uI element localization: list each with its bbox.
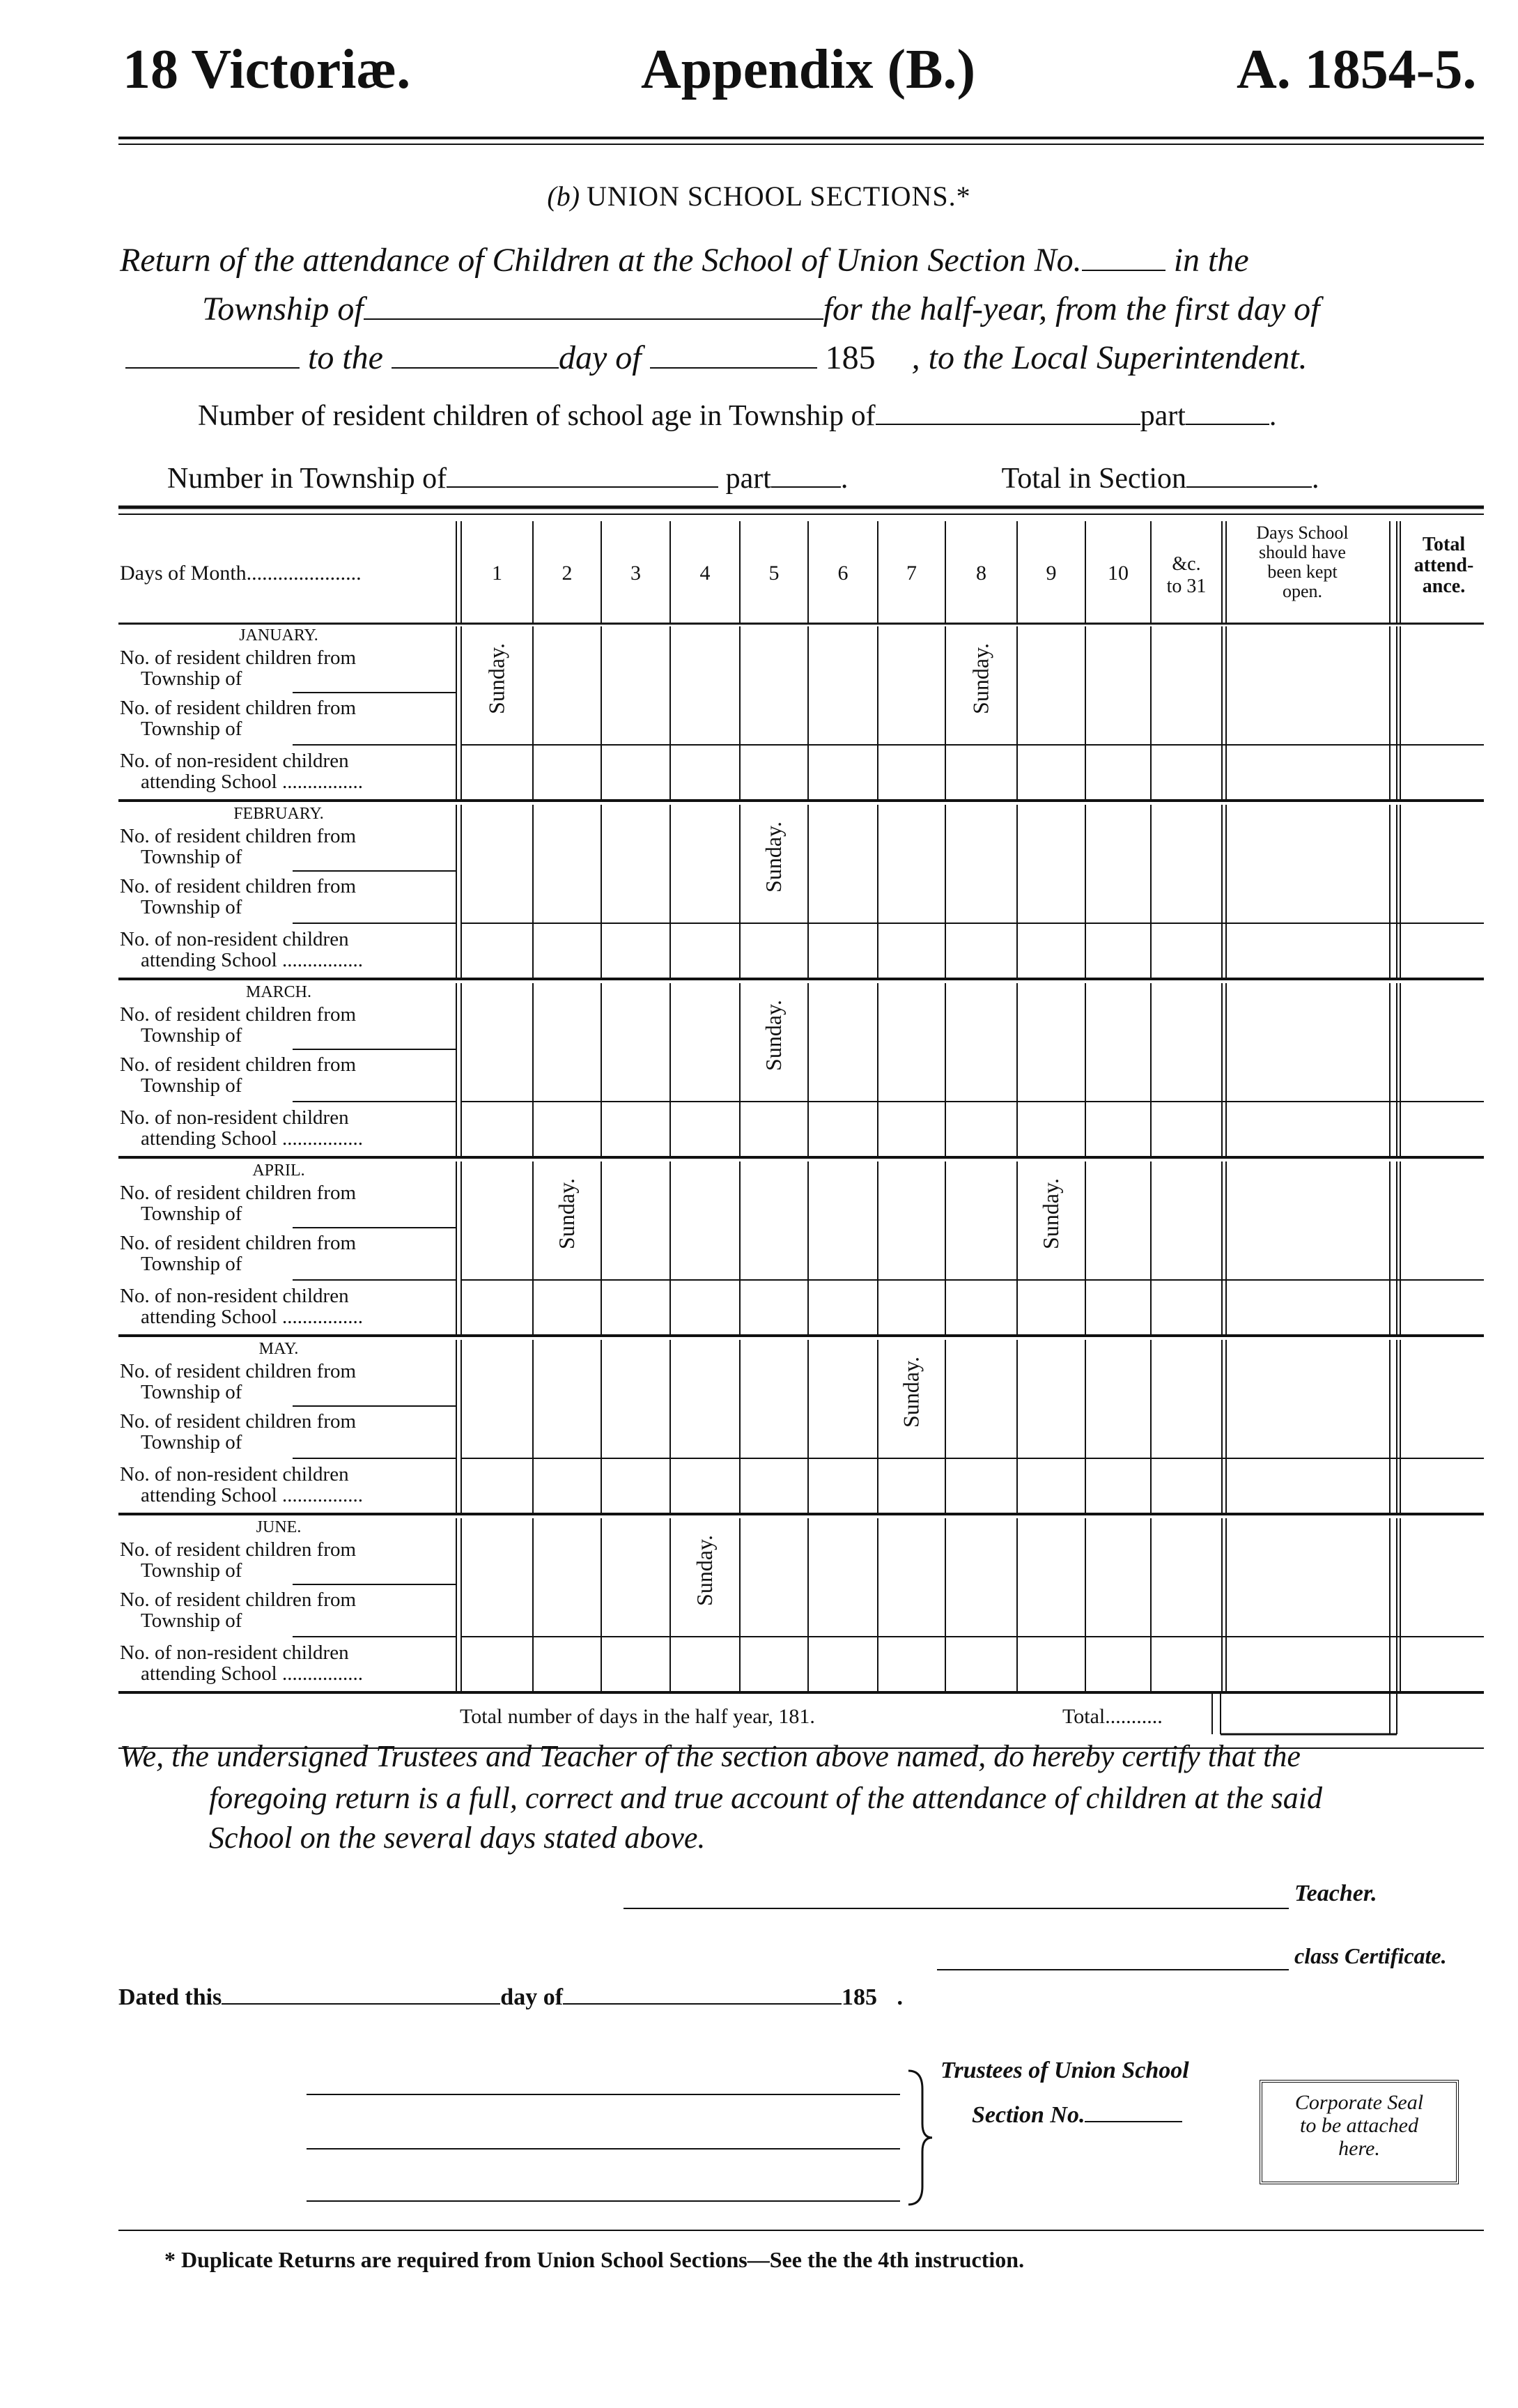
- day-column-etc: &c.: [1172, 553, 1201, 575]
- sunday-label: Sunday.: [761, 1000, 786, 1071]
- row-label-sub: attending School ................: [141, 1127, 363, 1150]
- row-label: No. of resident children from: [120, 1003, 357, 1026]
- dated-end: .: [897, 1984, 904, 2010]
- total-attendance-header: attend-: [1414, 555, 1474, 576]
- row-label-sub: Township of: [141, 1431, 242, 1453]
- row-label-sub: attending School ................: [141, 1306, 363, 1328]
- row-label: No. of resident children from: [120, 875, 357, 897]
- trustee-signature-1[interactable]: [307, 2094, 900, 2095]
- sunday-label: Sunday.: [968, 643, 993, 714]
- day-column-4: 4: [699, 562, 711, 585]
- day-column-5: 5: [768, 562, 780, 585]
- return-line-3-d: , to the Local Superintendent.: [911, 339, 1308, 376]
- month-label-MARCH.: MARCH.: [245, 983, 312, 1001]
- certify-line-1: We, the undersigned Trustees and Teacher of the section above named, do hereby certify that the: [120, 1739, 1301, 1773]
- total-in-section-end: .: [1312, 463, 1319, 495]
- table-text: [120, 523, 1473, 1728]
- total-in-section: Total in Section: [1001, 463, 1186, 495]
- header-left: 18 Victoriæ.: [123, 39, 411, 100]
- township-line-text: Number in Township of: [167, 463, 447, 495]
- row-label: No. of resident children from: [120, 697, 357, 719]
- certify-line-2: foregoing return is a full, correct and true account of the attendance of children at the said: [209, 1781, 1323, 1815]
- should-open-header: should have: [1259, 542, 1346, 562]
- day-column-10: 10: [1108, 562, 1129, 585]
- header-center: Appendix (B.): [641, 39, 976, 100]
- day-column-to31: to 31: [1166, 576, 1207, 597]
- dated-line: [118, 1984, 903, 2011]
- seal-line-3: here.: [1338, 2137, 1380, 2160]
- row-label-sub: Township of: [141, 718, 242, 740]
- row-label: No. of resident children from: [120, 1410, 357, 1433]
- sunday-label: Sunday.: [483, 643, 509, 714]
- class-certificate-line[interactable]: [937, 1969, 1289, 1970]
- dated-month-blank[interactable]: [563, 2003, 842, 2005]
- trustees-label-2: [972, 2101, 1182, 2130]
- day-column-3: 3: [630, 562, 641, 585]
- row-label: No. of resident children from: [120, 1360, 357, 1382]
- day-column-6: 6: [837, 562, 849, 585]
- trustee-signature-2[interactable]: [307, 2148, 900, 2150]
- row-label-sub: Township of: [141, 846, 242, 868]
- class-certificate-label: class Certificate.: [1294, 1943, 1447, 1968]
- row-label: No. of resident children from: [120, 825, 357, 847]
- dated-this: Dated this: [118, 1984, 222, 2010]
- total-days-label: Total number of days in the half year, 181.: [460, 1705, 815, 1728]
- row-label: No. of resident children from: [120, 647, 357, 669]
- return-line-2-a: Township of: [202, 291, 364, 327]
- row-label-sub: Township of: [141, 1610, 242, 1632]
- row-label: No. of non-resident children: [120, 1463, 349, 1485]
- row-label: No. of non-resident children: [120, 1106, 349, 1129]
- should-open-header: open.: [1282, 581, 1323, 601]
- row-label-sub: attending School ................: [141, 1484, 363, 1506]
- teacher-signature-line[interactable]: [624, 1908, 1289, 1909]
- trustees-brace: [906, 2068, 934, 2207]
- footnote: * Duplicate Returns are required from Union School Sections—See the the 4th instruction.: [164, 2247, 1025, 2272]
- subtitle-prefix: (b): [547, 180, 580, 212]
- row-label: No. of non-resident children: [120, 750, 349, 772]
- resident-line-text: Number of resident children of school age in Township of: [198, 400, 876, 432]
- row-label-sub: Township of: [141, 1253, 242, 1275]
- resident-line-part: part: [1140, 400, 1186, 432]
- trustees-section-no: Section No.: [972, 2102, 1085, 2128]
- certify-line-3: School on the several days stated above.: [209, 1821, 706, 1855]
- sunday-label: Sunday.: [1038, 1178, 1063, 1249]
- dated-year: 185: [842, 1984, 878, 2010]
- row-label: No. of resident children from: [120, 1538, 357, 1561]
- return-line-3-a: to the: [308, 339, 383, 376]
- row-label: No. of resident children from: [120, 1232, 357, 1254]
- row-label-sub: attending School ................: [141, 1662, 363, 1685]
- dated-day-of: day of: [500, 1984, 564, 2010]
- header-right: A. 1854-5.: [1237, 39, 1477, 100]
- day-column-7: 7: [906, 562, 917, 585]
- row-label-sub: attending School ................: [141, 949, 363, 971]
- sunday-label: Sunday.: [692, 1535, 717, 1606]
- return-line-3-b: day of: [558, 339, 642, 376]
- return-line-3-c: 185: [825, 339, 876, 376]
- trustees-label-1: Trustees of Union School: [940, 2058, 1189, 2083]
- sunday-label: Sunday.: [898, 1357, 924, 1428]
- month-label-JUNE.: JUNE.: [256, 1518, 302, 1536]
- should-open-header: Days School: [1256, 523, 1349, 543]
- month-label-JANUARY.: JANUARY.: [239, 626, 318, 645]
- row-label: No. of non-resident children: [120, 1642, 349, 1664]
- corporate-seal-box: [1260, 2080, 1459, 2184]
- trustees-section-blank[interactable]: [1085, 2121, 1182, 2122]
- row-label-sub: attending School ................: [141, 771, 363, 793]
- dated-day-blank[interactable]: [222, 2003, 500, 2005]
- month-label-MAY.: MAY.: [258, 1340, 299, 1358]
- day-column-9: 9: [1046, 562, 1057, 585]
- sunday-label: Sunday.: [554, 1178, 579, 1249]
- return-line-1-b: in the: [1173, 242, 1249, 279]
- subtitle-label: UNION SCHOOL SECTIONS.*: [587, 180, 971, 212]
- day-column-1: 1: [492, 562, 502, 585]
- township-line-end: .: [840, 463, 849, 495]
- total-label: Total...........: [1062, 1705, 1163, 1728]
- total-attendance-header: Total: [1422, 534, 1466, 555]
- row-label-sub: Township of: [141, 1024, 242, 1047]
- township-line-part: part: [725, 463, 771, 495]
- month-label-FEBRUARY.: FEBRUARY.: [233, 805, 324, 823]
- row-label: No. of resident children from: [120, 1182, 357, 1204]
- seal-line-1: Corporate Seal: [1294, 2091, 1424, 2114]
- return-line-1-a: Return of the attendance of Children at the School of Union Section No.: [120, 242, 1082, 279]
- sunday-label: Sunday.: [761, 821, 786, 893]
- trustee-signature-3[interactable]: [307, 2200, 900, 2202]
- row-label-sub: Township of: [141, 1559, 242, 1582]
- row-label-sub: Township of: [141, 1074, 242, 1097]
- row-label: No. of resident children from: [120, 1589, 357, 1611]
- day-column-8: 8: [976, 562, 986, 585]
- should-open-header: been kept: [1267, 562, 1338, 582]
- month-label-APRIL.: APRIL.: [252, 1161, 305, 1180]
- return-line-2-b: for the half-year, from the first day of: [823, 291, 1320, 327]
- seal-line-2: to be attached: [1300, 2114, 1418, 2137]
- row-label: No. of non-resident children: [120, 928, 349, 950]
- day-column-2: 2: [561, 562, 573, 585]
- row-label-sub: Township of: [141, 1381, 242, 1403]
- row-label-sub: Township of: [141, 896, 242, 918]
- row-label-sub: Township of: [141, 1203, 242, 1225]
- days-of-month-label: Days of Month......................: [120, 562, 362, 585]
- footnote-rule: [118, 2230, 1484, 2231]
- row-label: No. of non-resident children: [120, 1285, 349, 1307]
- row-label: No. of resident children from: [120, 1054, 357, 1076]
- row-label-sub: Township of: [141, 667, 242, 690]
- resident-line-end: .: [1269, 400, 1277, 432]
- teacher-label: Teacher.: [1294, 1881, 1377, 1906]
- total-attendance-header: ance.: [1422, 576, 1466, 597]
